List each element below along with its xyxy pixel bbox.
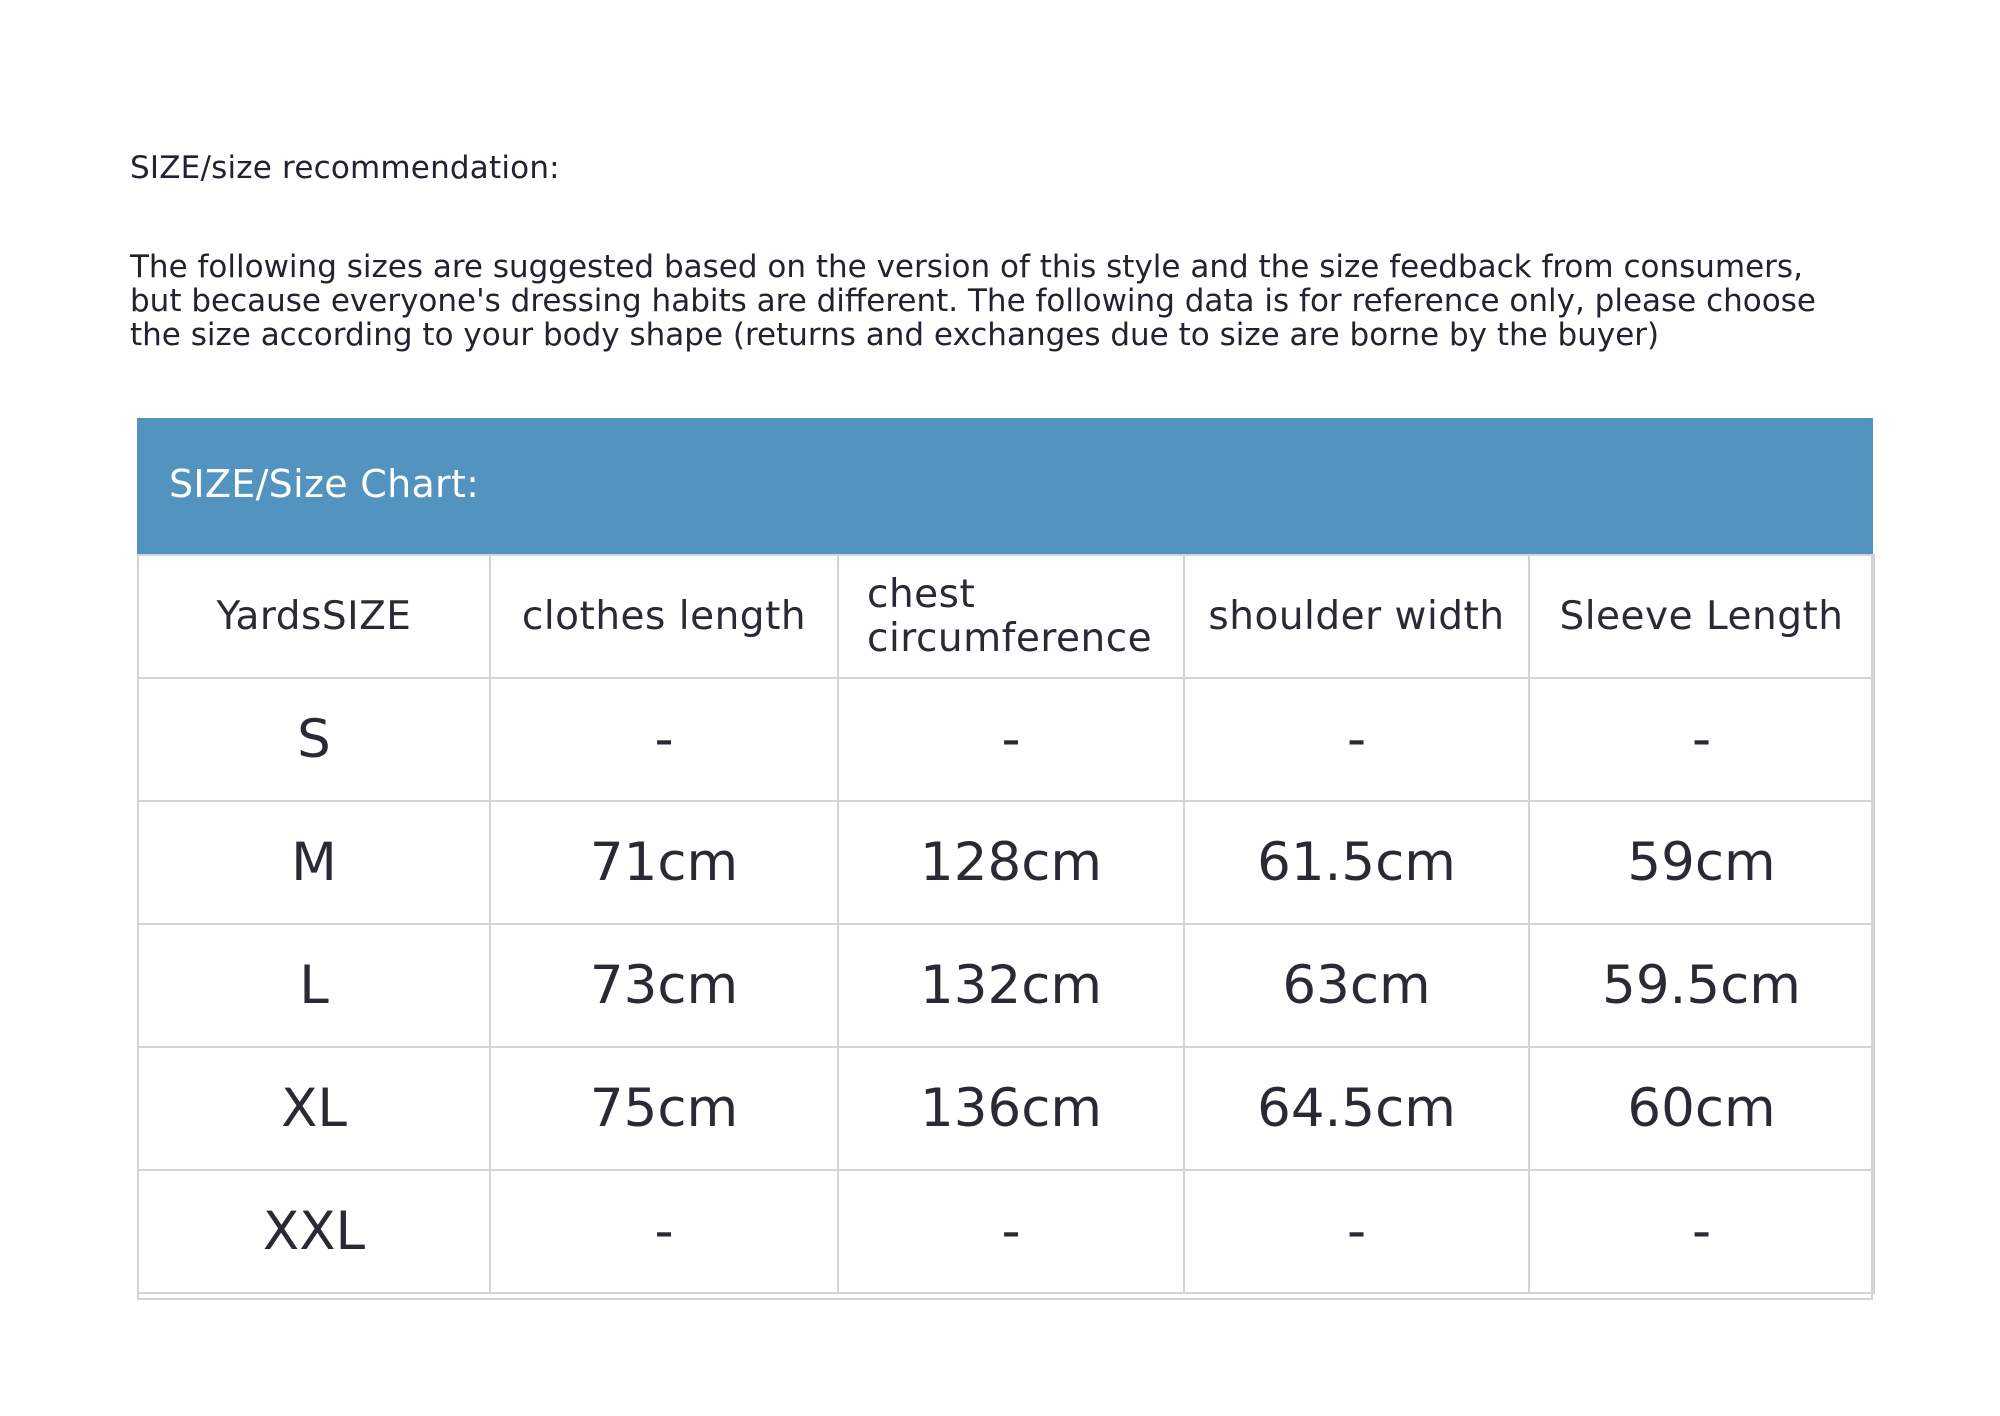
column-header-chest-circumference [838,555,1184,678]
table-row [138,1170,1874,1293]
page-heading: SIZE/size recommendation: [130,150,560,186]
column-header-chest-line: circumference [867,615,1153,661]
table-header-row [138,555,1874,678]
shoulder-cell: - [1184,678,1529,801]
shoulder-cell: 63cm [1184,924,1529,1047]
size-chart-header [137,418,1873,554]
size-table [137,554,1875,1294]
table-row [138,678,1874,801]
clothes-length-cell: 71cm [490,801,838,924]
column-header-chest-line: chest [867,571,976,617]
table-row [138,1047,1874,1170]
shoulder-cell: - [1184,1170,1529,1293]
clothes-length-cell: - [490,1170,838,1293]
size-chart [137,418,1873,1300]
sleeve-cell: - [1529,678,1874,801]
table-row [138,924,1874,1047]
clothes-length-cell: 75cm [490,1047,838,1170]
sleeve-cell: 59cm [1529,801,1874,924]
chest-cell: 132cm [838,924,1184,1047]
sleeve-cell: 59.5cm [1529,924,1874,1047]
size-cell: L [138,924,490,1047]
column-header-sleeve-length: Sleeve Length [1529,555,1874,678]
size-notice [130,250,1910,352]
shoulder-cell: 61.5cm [1184,801,1529,924]
notice-line: but because everyone's dressing habits are different. The following data is for reference only, please choose [130,283,1816,319]
size-cell: XXL [138,1170,490,1293]
sleeve-cell: 60cm [1529,1047,1874,1170]
clothes-length-cell: - [490,678,838,801]
size-cell: M [138,801,490,924]
sleeve-cell: - [1529,1170,1874,1293]
notice-line: The following sizes are suggested based on the version of this style and the size feedback from consumers, [130,249,1803,285]
column-header-clothes-length: clothes length [490,555,838,678]
table-row [138,801,1874,924]
notice-line: the size according to your body shape (returns and exchanges due to size are borne by the buyer) [130,317,1660,353]
column-header-size: YardsSIZE [138,555,490,678]
size-cell: S [138,678,490,801]
chest-cell: - [838,678,1184,801]
shoulder-cell: 64.5cm [1184,1047,1529,1170]
size-cell: XL [138,1047,490,1170]
chest-cell: 128cm [838,801,1184,924]
chest-cell: 136cm [838,1047,1184,1170]
size-chart-title: SIZE/Size Chart: [169,462,480,506]
clothes-length-cell: 73cm [490,924,838,1047]
chest-cell: - [838,1170,1184,1293]
column-header-shoulder-width: shoulder width [1184,555,1529,678]
